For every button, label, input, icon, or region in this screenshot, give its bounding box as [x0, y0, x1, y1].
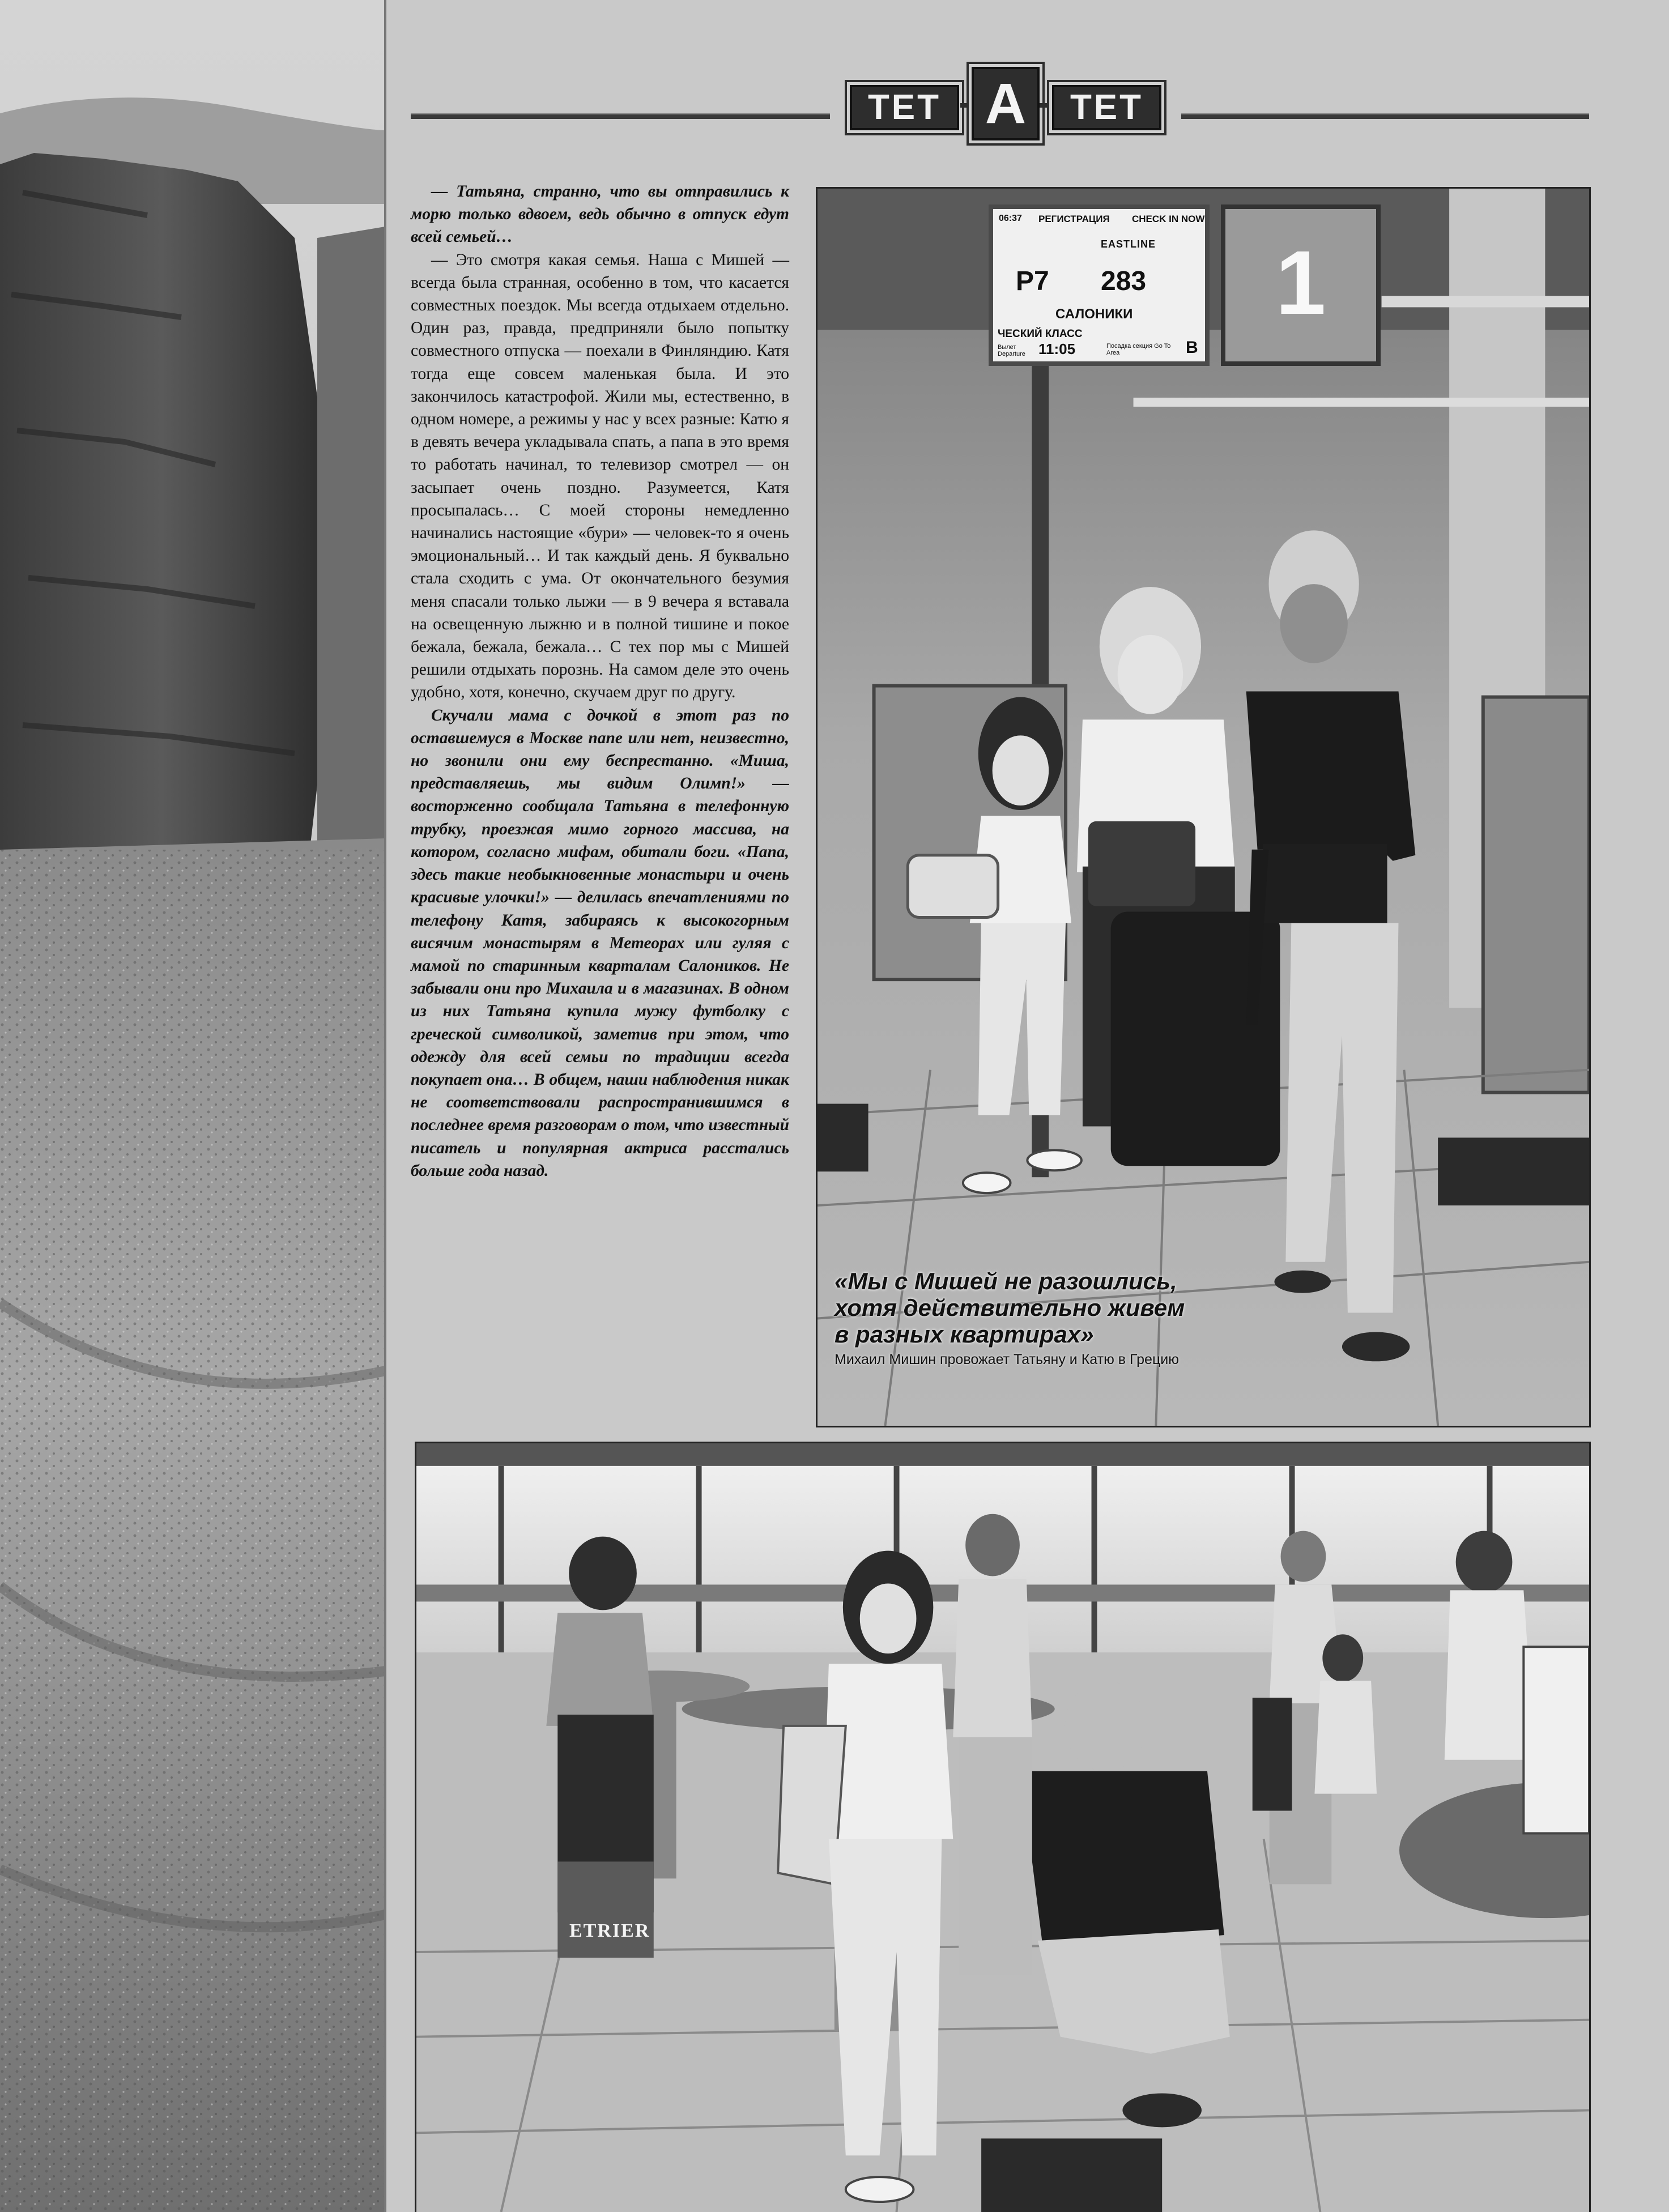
caption-subtitle: Михаил Мишин провожает Татьяну и Катю в Грецию [834, 1352, 1179, 1367]
board-area: B [1186, 338, 1198, 357]
counter-number-sign: 1 [1221, 204, 1381, 366]
rock-landscape-photo [0, 0, 385, 2212]
board-flight-code: P7 [1016, 266, 1049, 296]
article-answer: — Это смотря какая семья. Наша с Мишей — всегда была странная, особенно в том, что касается совместных поездок. Мы всегда отдыхаем отдельно. Один раз, правда, предприняли было попытку совместного отпуска — поехали в Финляндию. Катя тогда еще совсем маленькая была. И это закончилось катастрофой. Жили мы, естественно, в одном номере, а режимы у нас у всех разные: Катю я в девять вечера укладывала спать, а папа в это время то работать начинал, то телевизор смотрел — он засыпает очень поздно. Разумеется, Катя просыпалась… С моей стороны немедленно начинались настоящие «бури» — человек-то я очень эмоциональный… И так каждый день. Я буквально стала сходить с ума. От окончательного безумия меня спасали только лыжи — в 9 вечера я вставала на освещенную лыжню и в полной тишине и покое бежала, бежала, бежала… С тех пор мы с Мишей решили отдыхать порознь. На самом деле это очень удобно, хотя, конечно, скучаем друг по другу. [411, 250, 789, 702]
article-narrative: Скучали мама с дочкой в этот раз по оставшемуся в Москве папе или нет, неизвестно, но звонили они ему беспрестанно. «Миша, представляешь, мы видим Олимп!» — восторженно сообщала Татьяна в телефонную трубку, проезжая мимо горного массива, на котором, согласно мифам, обитали боги. «Папа, здесь такие необыкновенные монастыри и очень красивые улочки!» — делилась впечатлениями по телефону Катя, забираясь к высокогорным висячим монастырям в Метеорах или гуляя с мамой по старинным кварталам Салоников. Не забывали они про Михаила и в магазинах. В одном из них Татьяна купила мужу футболку с греческой символикой, заметив при этом, что одежду для всей семьи по традиции всегда покупает она… В общем, наши наблюдения никак не соответствовали распространившимся в последнее время разговорам о том, что известный писатель и популярная актриса расстались больше года назад. [411, 706, 789, 1180]
shopping-bag-label: ETRIER [569, 1920, 650, 1941]
logo-dash-right [1040, 103, 1051, 108]
board-area-label: Посадка секция Go To Area [1106, 343, 1171, 356]
checkin-board [989, 204, 1210, 366]
board-airline-logo: EASTLINE [1101, 238, 1156, 250]
airport-cafe-photo [415, 1442, 1591, 2212]
article-body [411, 180, 789, 1182]
header-rule-left [411, 113, 830, 119]
airport-scene-illustration [818, 189, 1589, 1426]
board-flight-number: 283 [1101, 266, 1147, 296]
logo-word-left: ТЕТ [850, 85, 959, 130]
section-logo [850, 67, 1161, 140]
cafe-scene-illustration [416, 1443, 1589, 2212]
board-departure-label: Вылет Departure [998, 344, 1025, 357]
header-rule-right [1181, 113, 1589, 119]
airport-checkin-photo [816, 187, 1591, 1427]
logo-word-right: ТЕТ [1052, 85, 1161, 130]
board-header-ru: РЕГИСТРАЦИЯ [1038, 214, 1110, 224]
logo-center-letter: А [972, 67, 1040, 140]
photo-caption [834, 1268, 1186, 1368]
logo-dash-left [960, 103, 972, 108]
board-departure-time: 11:05 [1038, 340, 1076, 357]
board-header-en: CHECK IN NOW [1132, 214, 1205, 224]
column-divider [384, 0, 386, 2212]
board-class: ЧЕСКИЙ КЛАСС [998, 328, 1083, 340]
caption-quote: «Мы с Мишей не разошлись, хотя действительно живем в разных квартирах» [834, 1268, 1185, 1348]
board-destination: САЛОНИКИ [1055, 306, 1133, 322]
board-time: 06:37 [999, 214, 1022, 223]
article-question: — Татьяна, странно, что вы отправились к морю только вдвоем, ведь обычно в отпуск едут всей семьей… [411, 182, 789, 246]
